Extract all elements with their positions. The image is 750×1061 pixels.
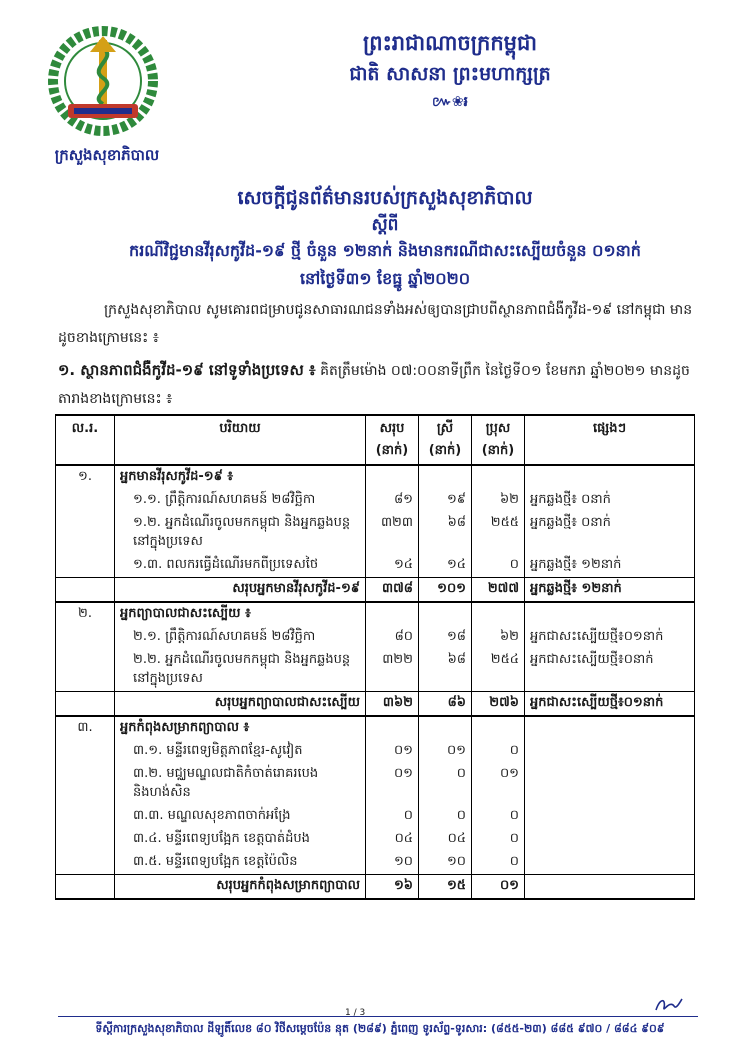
- row-female: ១០: [419, 851, 472, 875]
- document-date: នៅថ្ងៃទី៣១ ខែធ្នូ ឆ្នាំ២០២០: [299, 269, 471, 288]
- row-number-cell: [56, 740, 115, 763]
- table-group-header-row: [56, 465, 695, 489]
- col-header-female: ស្រី (នាក់): [419, 415, 472, 465]
- empty-cell: [419, 602, 472, 626]
- group-title: អ្នកមានវីរុសកូវីដ-១៩ ៖: [115, 465, 366, 489]
- row-other: អ្នកជាសះស្បើយថ្មី៖០នាក់: [525, 649, 695, 692]
- footer-address: ទីស្តីការក្រសួងសុខាភិបាល ដីឡូតិ៍លេខ ៨០ វិថីសម្តេចប៉ែន នុត (២៨៩) ភ្នំពេញ ទូរស័ព្ទ-ទូរសារ: (៨៥៥-២៣) ៨៨៥ ៩៧០ / ៨៨៤ ៩០៩: [95, 1022, 665, 1035]
- row-number-cell: [56, 851, 115, 875]
- summary-total: ១៦: [366, 875, 419, 900]
- page-number: 1 / 3: [345, 1008, 366, 1018]
- row-total: ១០: [366, 851, 419, 875]
- row-female: ៦៨: [419, 649, 472, 692]
- row-total: ៨០: [366, 626, 419, 649]
- row-number-cell: [56, 828, 115, 851]
- ministry-name: ក្រសួងសុខាភិបាល: [54, 146, 160, 164]
- summary-female: ១០១: [419, 578, 472, 603]
- summary-total: ៣៧៨: [366, 578, 419, 603]
- row-female: ០១: [419, 740, 472, 763]
- row-total: ០: [366, 805, 419, 828]
- row-total: ៣២៣: [366, 512, 419, 554]
- row-description: ៣.៥. មន្ទីរពេទ្យបង្អែក ខេត្តប៉ៃលិន: [115, 851, 366, 875]
- table-summary-row: [56, 692, 695, 717]
- row-number-cell: [56, 805, 115, 828]
- row-number-cell: [56, 763, 115, 805]
- row-female: ១៨: [419, 626, 472, 649]
- document-title: សេចក្តីជូនព័ត៌មានរបស់ក្រសួងសុខាភិបាល: [237, 187, 533, 209]
- empty-cell: [525, 716, 695, 740]
- ministry-logo: [48, 26, 158, 136]
- row-number-cell: [56, 512, 115, 554]
- row-other: អ្នកឆ្លងថ្មី៖ ០នាក់: [525, 512, 695, 554]
- row-other: អ្នកជាសះស្បើយថ្មី៖០១នាក់: [525, 626, 695, 649]
- table-summary-row: [56, 875, 695, 900]
- col-header-other: ផ្សេងៗ: [525, 415, 695, 465]
- row-male: ០: [472, 554, 525, 578]
- row-total: ០១: [366, 763, 419, 805]
- row-number-cell: [56, 649, 115, 692]
- row-total: ០១: [366, 740, 419, 763]
- summary-number-cell: [56, 692, 115, 717]
- table-header-row: [56, 415, 695, 465]
- document-subject-label: ស្តីពី: [371, 215, 399, 235]
- summary-label: សរុបអ្នកកំពុងសម្រាកព្យាបាល: [115, 875, 366, 900]
- table-row: [56, 740, 695, 763]
- summary-number-cell: [56, 875, 115, 900]
- row-female: ០៤: [419, 828, 472, 851]
- kingdom-title: ព្រះរាជាណាចក្រកម្ពុជា: [362, 31, 537, 55]
- empty-cell: [366, 602, 419, 626]
- group-title: អ្នកកំពុងសម្រាកព្យាបាល ៖: [115, 716, 366, 740]
- row-female: ០: [419, 763, 472, 805]
- row-other: [525, 763, 695, 805]
- signature-mark: [654, 996, 684, 1014]
- row-female: ១៤: [419, 554, 472, 578]
- row-male: ៦២: [472, 489, 525, 512]
- row-other: [525, 805, 695, 828]
- empty-cell: [472, 602, 525, 626]
- table-row: [56, 851, 695, 875]
- section-1: [58, 356, 708, 413]
- empty-cell: [472, 465, 525, 489]
- section-1-heading: ១. ស្ថានភាពជំងឺកូវីដ-១៩ នៅទូទាំងប្រទេស ៖: [58, 361, 316, 379]
- summary-female: ១៥: [419, 875, 472, 900]
- empty-cell: [525, 602, 695, 626]
- row-number-cell: [56, 554, 115, 578]
- empty-cell: [366, 465, 419, 489]
- group-number: ២.: [56, 602, 115, 626]
- table-group-header-row: [56, 602, 695, 626]
- empty-cell: [419, 465, 472, 489]
- summary-male: ២៧៦: [472, 692, 525, 717]
- summary-male: ០១: [472, 875, 525, 900]
- row-description: ៣.៤. មន្ទីរពេទ្យបង្អែក ខេត្តបាត់ដំបង: [115, 828, 366, 851]
- row-female: ០: [419, 805, 472, 828]
- table-row: [56, 554, 695, 578]
- row-male: ០: [472, 740, 525, 763]
- table-row: [56, 512, 695, 554]
- row-description: ១.២. អ្នកដំណើរចូលមកកម្ពុជា និងអ្នកឆ្លងបន្តនៅក្នុងប្រទេស: [115, 512, 366, 554]
- footer-divider: [58, 1016, 698, 1017]
- empty-cell: [472, 716, 525, 740]
- table-row: [56, 626, 695, 649]
- col-header-description: បរិយាយ: [115, 415, 366, 465]
- group-title: អ្នកព្យាបាលជាសះស្បើយ ៖: [115, 602, 366, 626]
- row-description: ២.២. អ្នកដំណើរចូលមកកម្ពុជា និងអ្នកឆ្លងបន្តនៅក្នុងប្រទេស: [115, 649, 366, 692]
- covid-status-table: [55, 414, 695, 900]
- table-row: [56, 649, 695, 692]
- row-description: ៣.១. មន្ទីរពេទ្យមិត្តភាពខ្មែរ-សូវៀត: [115, 740, 366, 763]
- row-description: ២.១. ព្រឹត្តិការណ៍សហគមន៍ ២៨វិច្ឆិកា: [115, 626, 366, 649]
- empty-cell: [419, 716, 472, 740]
- row-female: ៦៨: [419, 512, 472, 554]
- summary-other: [525, 875, 695, 900]
- table-row: [56, 805, 695, 828]
- row-description: ១.១. ព្រឹត្តិការណ៍សហគមន៍ ២៨វិច្ឆិកា: [115, 489, 366, 512]
- group-number: ១.: [56, 465, 115, 489]
- table-summary-row: [56, 578, 695, 603]
- summary-other: អ្នកឆ្លងថ្មី៖ ១២នាក់: [525, 578, 695, 603]
- row-total: ៣២២: [366, 649, 419, 692]
- row-other: [525, 740, 695, 763]
- row-description: ៣.២. មជ្ឈមណ្ឌលជាតិកំចាត់រោគរបេង និងហង់សិន: [115, 763, 366, 805]
- row-description: ៣.៣. មណ្ឌលសុខភាពចាក់អង្រែ: [115, 805, 366, 828]
- row-description: ១.៣. ពលករធ្វើដំណើរមកពីប្រទេសថៃ: [115, 554, 366, 578]
- row-other: [525, 851, 695, 875]
- row-male: ០១: [472, 763, 525, 805]
- row-male: ៦២: [472, 626, 525, 649]
- col-header-male: ប្រុស (នាក់): [472, 415, 525, 465]
- empty-cell: [366, 716, 419, 740]
- table-row: [56, 489, 695, 512]
- table-body: [56, 465, 695, 899]
- table-group-header-row: [56, 716, 695, 740]
- row-other: អ្នកឆ្លងថ្មី៖ ១២នាក់: [525, 554, 695, 578]
- table-row: [56, 763, 695, 805]
- national-motto: ជាតិ សាសនា ព្រះមហាក្សត្រ: [349, 63, 551, 85]
- row-male: ០: [472, 828, 525, 851]
- summary-other: អ្នកជាសះស្បើយថ្មី៖០១នាក់: [525, 692, 695, 717]
- section-1-text: គិតត្រឹមម៉ោង ០៧:០០នាទីព្រឹក នៃថ្ងៃទី០១ ខែមករា ឆ្នាំ២០២១ មានដូចតារាងខាងក្រោមនេះ ៖: [58, 363, 690, 407]
- table-row: [56, 828, 695, 851]
- summary-male: ២៧៧: [472, 578, 525, 603]
- intro-paragraph: ក្រសួងសុខាភិបាល សូមគោរពជម្រាបជូនសាធារណជនទាំងអស់ឲ្យបានជ្រាបពីស្ថានភាពជំងឺកូវីដ-១៩ នៅកម្ពុជា មានដូចខាងក្រោមនេះ ៖: [58, 302, 693, 346]
- row-total: ១៤: [366, 554, 419, 578]
- col-header-total: សរុប (នាក់): [366, 415, 419, 465]
- summary-female: ៨៦: [419, 692, 472, 717]
- row-male: ០: [472, 805, 525, 828]
- row-other: [525, 828, 695, 851]
- document-subject: ករណីវិជ្ជមានវីរុសកូវីដ-១៩ ថ្មី ចំនួន ១២នាក់ និងមានករណីជាសះស្បើយចំនួន ០១នាក់: [129, 241, 641, 260]
- row-other: អ្នកឆ្លងថ្មី៖ ០នាក់: [525, 489, 695, 512]
- col-header-no: ល.រ.: [56, 415, 115, 465]
- summary-label: សរុបអ្នកមានវីរុសកូវីដ-១៩: [115, 578, 366, 603]
- empty-cell: [525, 465, 695, 489]
- header-ornament: ៚❀៛: [432, 94, 468, 110]
- row-female: ១៩: [419, 489, 472, 512]
- row-number-cell: [56, 626, 115, 649]
- summary-number-cell: [56, 578, 115, 603]
- row-male: ២៥៤: [472, 649, 525, 692]
- summary-label: សរុបអ្នកព្យាបាលជាសះស្បើយ: [115, 692, 366, 717]
- row-male: ០: [472, 851, 525, 875]
- row-total: ៨១: [366, 489, 419, 512]
- row-total: ០៤: [366, 828, 419, 851]
- group-number: ៣.: [56, 716, 115, 740]
- row-number-cell: [56, 489, 115, 512]
- row-male: ២៥៥: [472, 512, 525, 554]
- summary-total: ៣៦២: [366, 692, 419, 717]
